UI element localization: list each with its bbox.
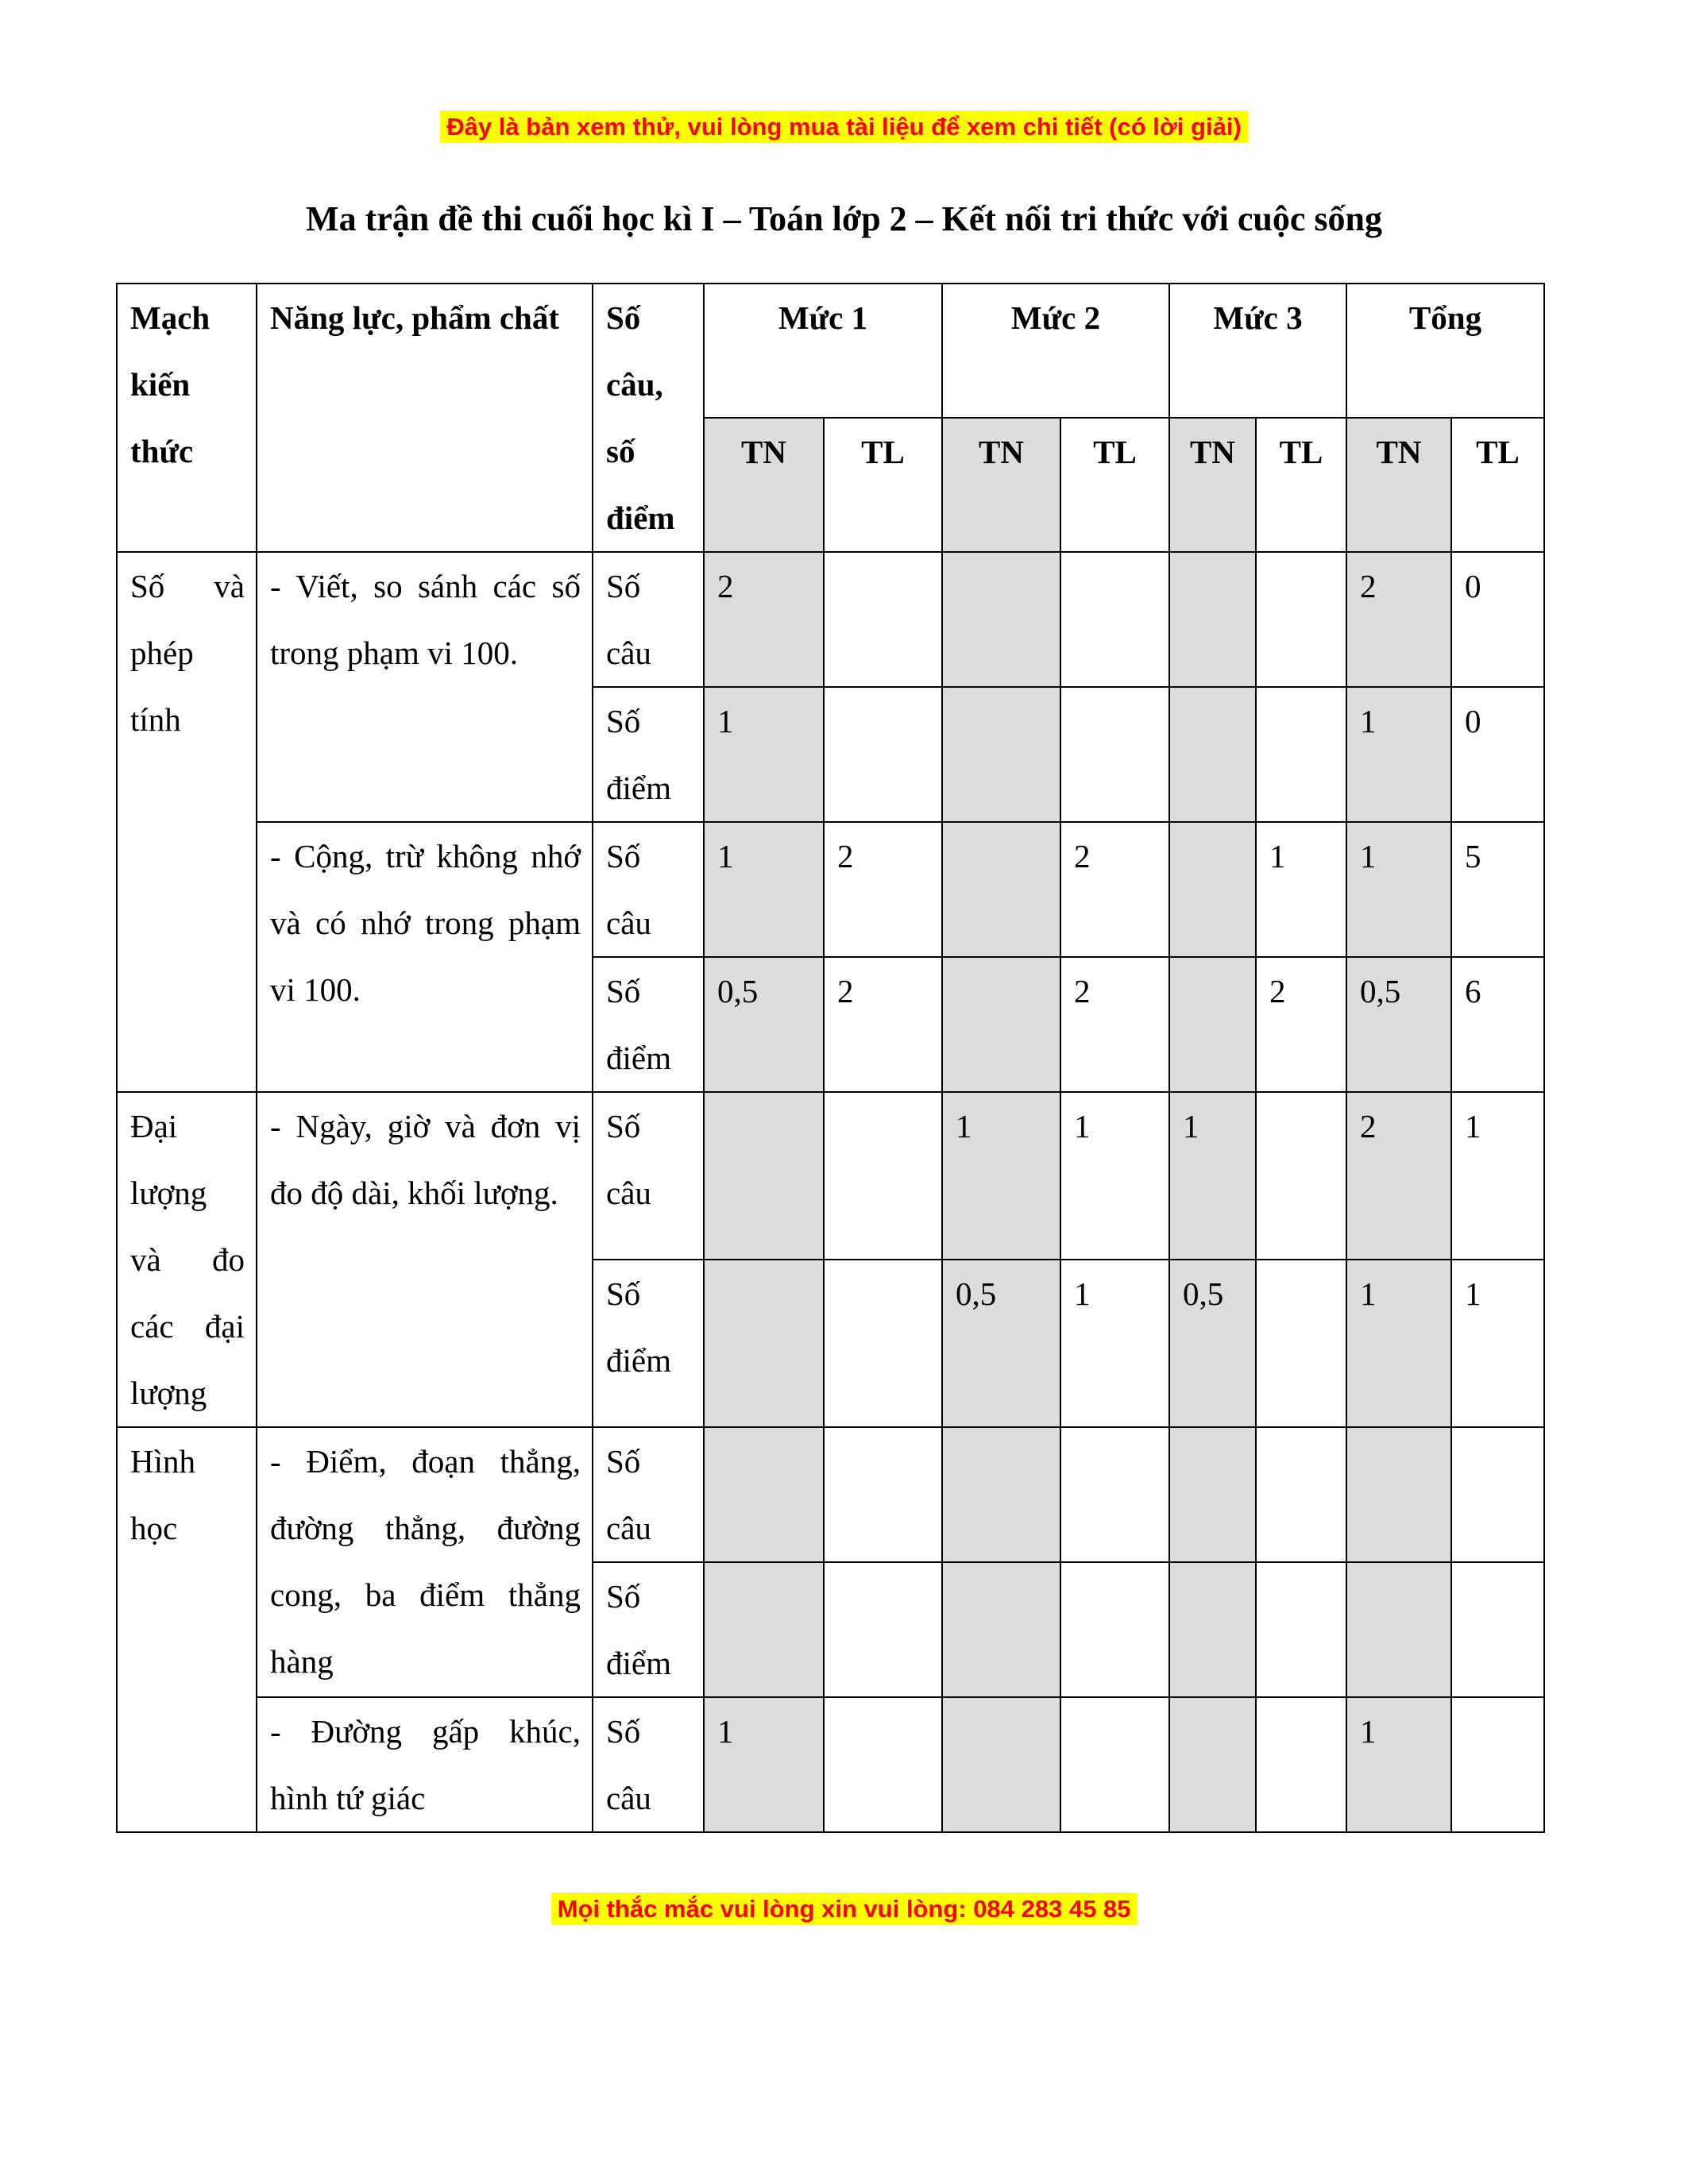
- value-cell: 5: [1451, 822, 1544, 957]
- value-cell: 1: [1451, 1092, 1544, 1260]
- header-total: Tổng: [1346, 284, 1544, 418]
- header-level-1: Mức 1: [704, 284, 942, 418]
- value-cell: 1: [942, 1092, 1060, 1260]
- value-cell: [1169, 1697, 1256, 1832]
- header-level3-tl: TL: [1256, 418, 1346, 552]
- matrix-row: [117, 822, 1544, 957]
- value-cell: 1: [1346, 822, 1451, 957]
- header-total-tl: TL: [1451, 418, 1544, 552]
- value-cell: 0,5: [1169, 1260, 1256, 1427]
- value-cell: [1451, 1427, 1544, 1562]
- value-cell: 0,5: [1346, 957, 1451, 1092]
- value-cell: 1: [1346, 1697, 1451, 1832]
- competency-cell: - Điểm, đoạn thẳng, đường thẳng, đường cong, ba điểm thẳng hàng: [257, 1427, 593, 1697]
- value-cell: [1060, 1427, 1169, 1562]
- value-cell: [942, 687, 1060, 822]
- value-cell: [824, 1562, 942, 1697]
- header-knowledge-strand: Mạch kiến thức: [117, 284, 257, 552]
- value-cell: 1: [1256, 822, 1346, 957]
- value-cell: 1: [1169, 1092, 1256, 1260]
- row-label-cell: Số câu: [593, 822, 704, 957]
- value-cell: [1060, 552, 1169, 687]
- matrix-row: [117, 1427, 1544, 1562]
- contact-banner-text: Mọi thắc mắc vui lòng xin vui lòng: 084 283 45 85: [551, 1893, 1138, 1925]
- value-cell: [824, 1427, 942, 1562]
- value-cell: [1451, 1562, 1544, 1697]
- value-cell: [1060, 1697, 1169, 1832]
- value-cell: [1256, 1562, 1346, 1697]
- value-cell: 2: [1256, 957, 1346, 1092]
- preview-notice-banner: [0, 0, 1688, 145]
- value-cell: 1: [1451, 1260, 1544, 1427]
- value-cell: [824, 1697, 942, 1832]
- value-cell: 0,5: [704, 957, 824, 1092]
- value-cell: [1060, 1562, 1169, 1697]
- value-cell: [942, 1697, 1060, 1832]
- value-cell: [1451, 1697, 1544, 1832]
- value-cell: 1: [1346, 1260, 1451, 1427]
- value-cell: 2: [1346, 1092, 1451, 1260]
- row-label-cell: Số câu: [593, 552, 704, 687]
- matrix-table-body: [117, 552, 1544, 1832]
- row-label-cell: Số điểm: [593, 957, 704, 1092]
- value-cell: 1: [704, 687, 824, 822]
- value-cell: [1256, 1427, 1346, 1562]
- value-cell: [704, 1092, 824, 1260]
- value-cell: [942, 822, 1060, 957]
- matrix-row: [117, 1092, 1544, 1260]
- value-cell: 1: [1060, 1092, 1169, 1260]
- value-cell: [824, 1092, 942, 1260]
- value-cell: 1: [1060, 1260, 1169, 1427]
- value-cell: [942, 1562, 1060, 1697]
- table-header: [117, 284, 1544, 552]
- value-cell: 0,5: [942, 1260, 1060, 1427]
- value-cell: [1169, 687, 1256, 822]
- matrix-row: [117, 1697, 1544, 1832]
- value-cell: [1060, 687, 1169, 822]
- value-cell: [1169, 1427, 1256, 1562]
- document-title: Ma trận đề thi cuối học kì I – Toán lớp 2 – Kết nối tri thức với cuộc sống: [306, 199, 1382, 238]
- value-cell: [1169, 957, 1256, 1092]
- header-level-2: Mức 2: [942, 284, 1169, 418]
- exam-matrix-table: [116, 283, 1545, 1833]
- value-cell: [1169, 822, 1256, 957]
- row-label-cell: Số điểm: [593, 1260, 704, 1427]
- row-label-cell: Số câu: [593, 1427, 704, 1562]
- value-cell: [824, 1260, 942, 1427]
- header-level1-tn: TN: [704, 418, 824, 552]
- header-count-score: Số câu, số điểm: [593, 284, 704, 552]
- value-cell: [704, 1260, 824, 1427]
- value-cell: [942, 552, 1060, 687]
- header-total-tn: TN: [1346, 418, 1451, 552]
- value-cell: [1346, 1427, 1451, 1562]
- value-cell: 0: [1451, 552, 1544, 687]
- knowledge-strand-cell: Số và phép tính: [117, 552, 257, 1092]
- value-cell: [704, 1562, 824, 1697]
- value-cell: [1256, 1697, 1346, 1832]
- header-level2-tn: TN: [942, 418, 1060, 552]
- value-cell: 2: [704, 552, 824, 687]
- value-cell: [824, 687, 942, 822]
- matrix-row: [117, 552, 1544, 687]
- header-level1-tl: TL: [824, 418, 942, 552]
- value-cell: [1256, 552, 1346, 687]
- knowledge-strand-cell: Hình học: [117, 1427, 257, 1832]
- value-cell: 2: [824, 822, 942, 957]
- value-cell: 2: [1346, 552, 1451, 687]
- header-level-3: Mức 3: [1169, 284, 1346, 418]
- value-cell: 2: [1060, 822, 1169, 957]
- header-competency: Năng lực, phẩm chất: [257, 284, 593, 552]
- knowledge-strand-cell: Đại lượng và đo các đại lượng: [117, 1092, 257, 1427]
- row-label-cell: Số câu: [593, 1092, 704, 1260]
- value-cell: 1: [704, 1697, 824, 1832]
- value-cell: [1346, 1562, 1451, 1697]
- value-cell: 6: [1451, 957, 1544, 1092]
- value-cell: 1: [704, 822, 824, 957]
- competency-cell: - Ngày, giờ và đơn vị đo độ dài, khối lượng.: [257, 1092, 593, 1427]
- row-label-cell: Số điểm: [593, 687, 704, 822]
- value-cell: [942, 957, 1060, 1092]
- header-row-groups: [117, 284, 1544, 418]
- value-cell: 2: [824, 957, 942, 1092]
- row-label-cell: Số câu: [593, 1697, 704, 1832]
- row-label-cell: Số điểm: [593, 1562, 704, 1697]
- value-cell: [1256, 1092, 1346, 1260]
- value-cell: [942, 1427, 1060, 1562]
- header-level2-tl: TL: [1060, 418, 1169, 552]
- header-level3-tn: TN: [1169, 418, 1256, 552]
- value-cell: 0: [1451, 687, 1544, 822]
- value-cell: [1256, 687, 1346, 822]
- preview-notice-text: Đây là bản xem thử, vui lòng mua tài liệu để xem chi tiết (có lời giải): [440, 110, 1248, 143]
- competency-cell: - Cộng, trừ không nhớ và có nhớ trong phạm vi 100.: [257, 822, 593, 1092]
- contact-banner: [0, 1892, 1688, 1927]
- value-cell: [1169, 1562, 1256, 1697]
- value-cell: 2: [1060, 957, 1169, 1092]
- value-cell: [704, 1427, 824, 1562]
- competency-cell: - Viết, so sánh các số trong phạm vi 100.: [257, 552, 593, 822]
- value-cell: 1: [1346, 687, 1451, 822]
- value-cell: [1256, 1260, 1346, 1427]
- competency-cell: - Đường gấp khúc, hình tứ giác: [257, 1697, 593, 1832]
- value-cell: [824, 552, 942, 687]
- value-cell: [1169, 552, 1256, 687]
